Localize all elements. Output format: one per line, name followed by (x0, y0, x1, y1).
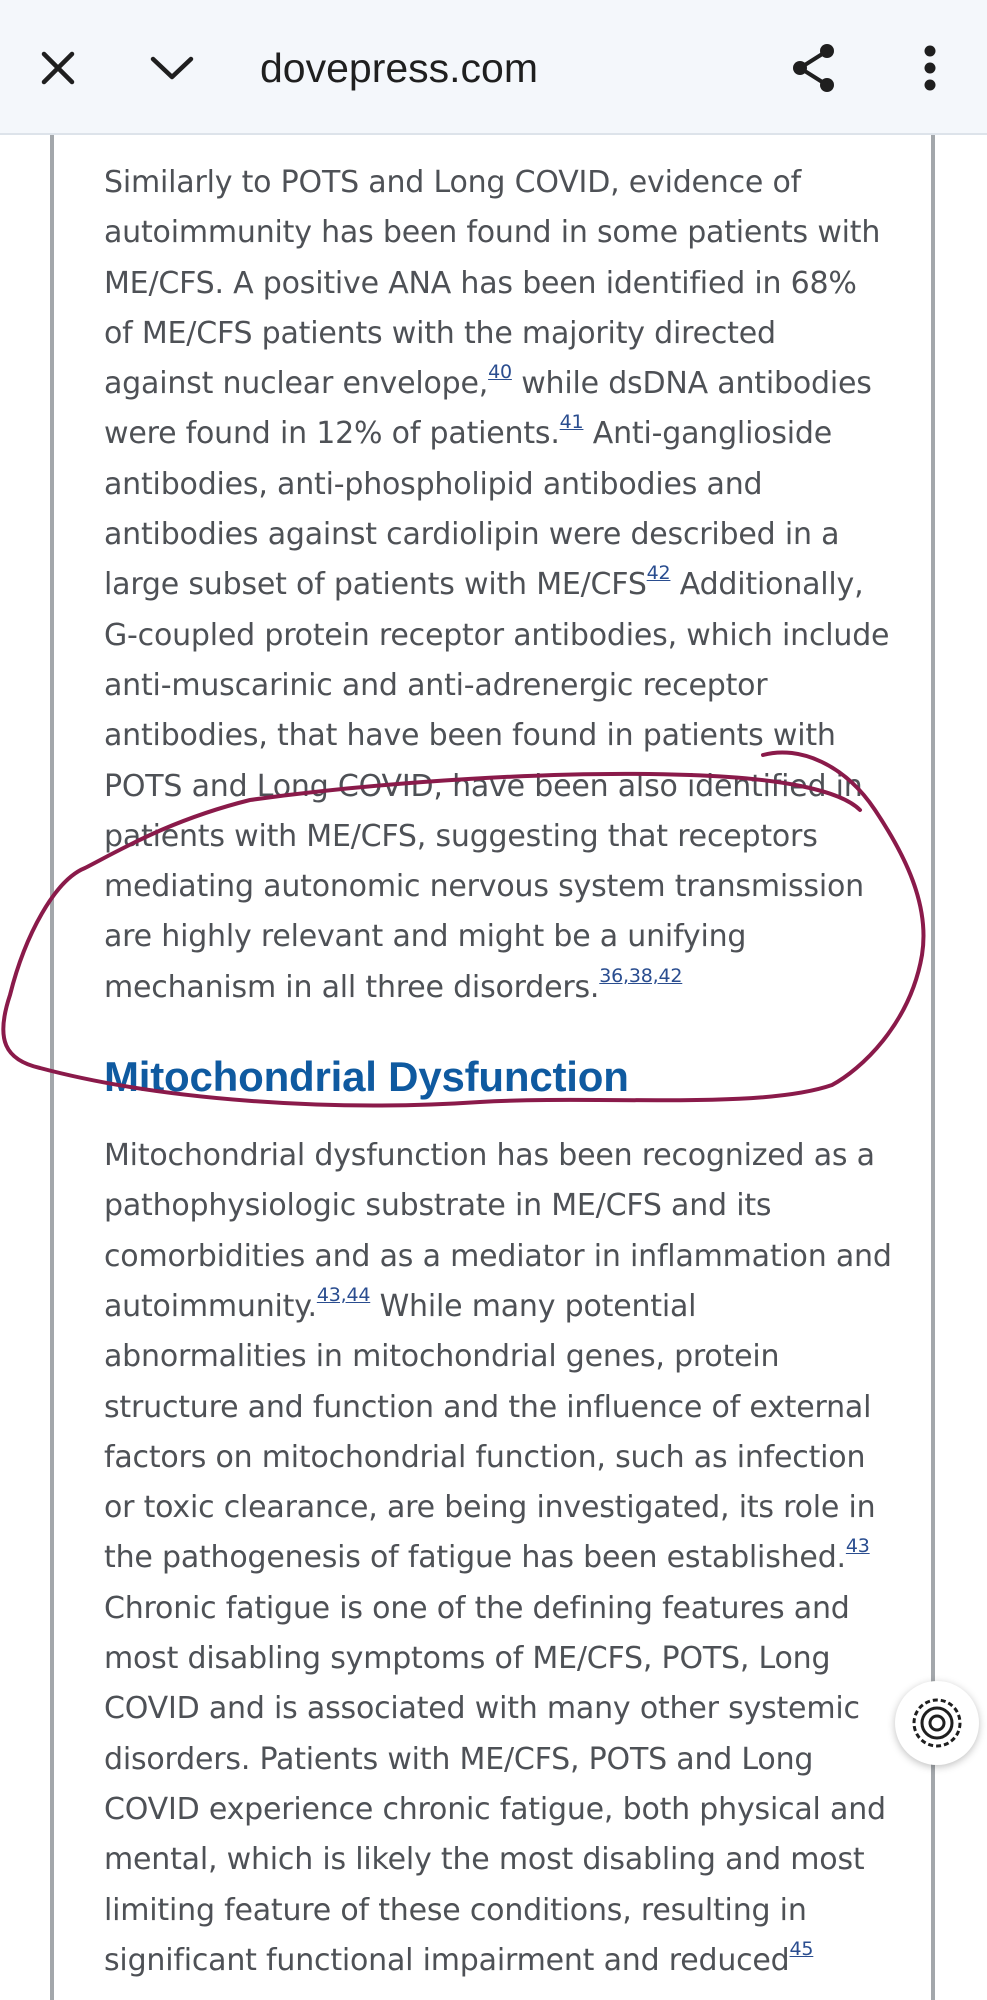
chevron-down-icon (149, 53, 195, 83)
paragraph-text: while dsDNA antibodies were found in 12% of patients. (104, 366, 872, 452)
citation-link[interactable]: 41 (559, 411, 584, 434)
paragraph-text: Chronic fatigue is one of the defining features and most disabling symptoms of ME/CFS, POTS, Long COVID and is associated with many other systemic disorders. Patients with ME/CFS, POTS and Long COVID experience chronic fatigue, both physical and mental, which is likely the most disabling and most limiting feature of these conditions, resulting in significant functional impairment and reduced (104, 1590, 886, 1978)
url-domain[interactable]: dovepress.com (260, 45, 539, 91)
ai-assistant-icon (909, 1695, 965, 1751)
close-button[interactable] (26, 36, 90, 100)
ai-assistant-button[interactable] (895, 1681, 979, 1765)
share-icon (791, 43, 837, 93)
paragraph-text: Anti-ganglioside antibodies, anti-phospholipid antibodies and antibodies against cardiolipin were described in a large subset of patients with ME/CFS (104, 416, 840, 603)
citation-link[interactable]: 42 (646, 562, 671, 585)
paragraph-autoimmunity (104, 158, 894, 1013)
paragraph-text: Similarly to POTS and Long COVID, evidence of autoimmunity has been found in some patients with ME/CFS. A positive ANA has been identified in 68% of ME/CFS patients with the majority directed against nuclear envelope, (104, 165, 881, 402)
citation-link[interactable]: 40 (488, 361, 512, 384)
paragraph-text: While many potential abnormalities in mitochondrial genes, protein structure and function and the influence of external factors on mitochondrial function, such as infection or toxic clearance, are being investigated, its role in the pathogenesis of fatigue has been established. (104, 1288, 876, 1576)
collapse-button[interactable] (140, 36, 204, 100)
more-options-button[interactable] (898, 36, 962, 100)
browser-toolbar (0, 0, 987, 135)
citation-link[interactable]: 45 (789, 1937, 814, 1960)
paragraph-text: Additionally, G-coupled protein receptor antibodies, which include anti-muscarinic and anti-adrenergic receptor antibodies, that have been found in patients with POTS and Long COVID, have been also identified in patients with ME/CFS, suggesting that receptors mediating autonomic nervous system transmission are highly relevant and might be a unifying mechanism in all three disorders. (104, 567, 890, 1005)
paragraph-text: Mitochondrial dysfunction has been recognized as a pathophysiologic substrate in ME/CFS and its comorbidities and as a mediator in inflammation and autoimmunity. (104, 1138, 892, 1324)
paragraph-mitochondrial (104, 1131, 894, 1986)
article-body (104, 158, 894, 1986)
citation-link[interactable]: 43 (845, 1535, 870, 1558)
close-icon (40, 50, 76, 86)
share-button[interactable] (782, 36, 846, 100)
citation-link[interactable]: 36,38,42 (599, 964, 683, 987)
more-vert-icon (923, 45, 937, 91)
section-heading: Mitochondrial Dysfunction (104, 1053, 629, 1101)
citation-link[interactable]: 43,44 (316, 1283, 371, 1306)
